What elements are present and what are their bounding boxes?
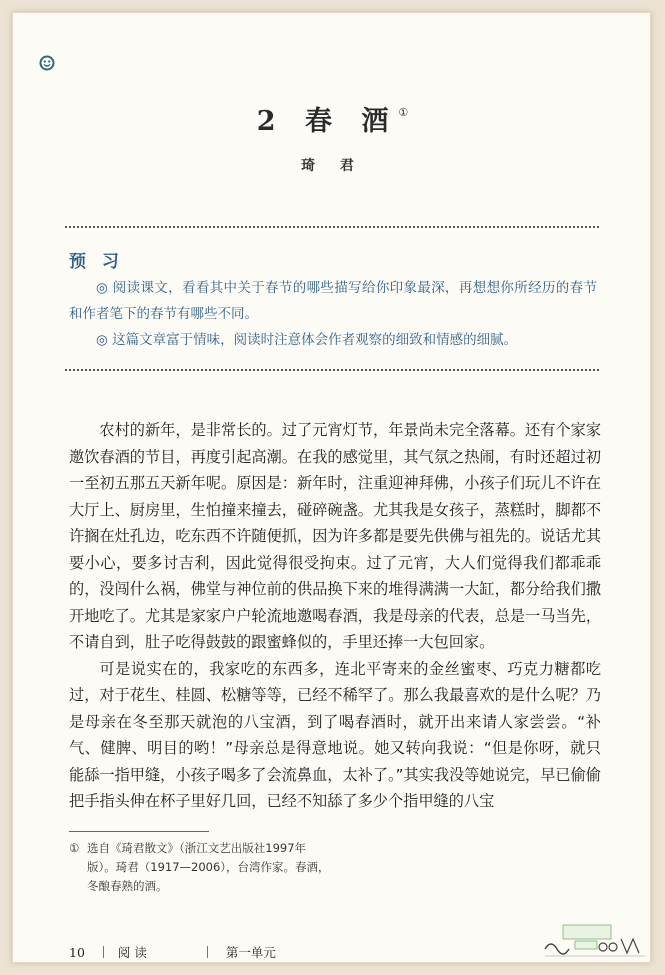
footnote-mark: ① xyxy=(69,841,80,855)
dotted-divider-top xyxy=(65,226,599,228)
textbook-page xyxy=(12,12,651,963)
lesson-number: 2 xyxy=(256,106,286,137)
body-paragraph: 农村的新年，是非常长的。过了元宵灯节，年景尚未完全落幕。还有个家家邀饮春酒的节目，再度引起高潮。在我的感觉里，其气氛之热闹，有时还超过初一至初五那五天新年呢。原因是：新年时，注重迎神拜佛，小孩子们玩儿不许在大厅上、厨房里，生怕撞来撞去，碰碎碗盏。尤其我是女孩子，蒸糕时，脚都不许搁在灶孔边，吃东西不许随便抓，因为许多都是要先供佛与祖先的。说话尤其要小心，要多讨吉利，因此觉得很受拘束。过了元宵，大人们觉得我们都乖乖的，没闯什么祸，佛堂与神位前的供品换下来的堆得满满一大缸，都分给我们撒开地吃了。尤其是家家户户轮流地邀喝春酒，我是母亲的代表，总是一马当先，不请自到，肚子吃得鼓鼓的跟蜜蜂似的，手里还捧一大包回家。 xyxy=(69,421,601,651)
smiley-icon xyxy=(39,55,55,71)
footnote-rule xyxy=(69,831,209,832)
preview-item: ◎ 阅读课文，看看其中关于春节的哪些描写给你印象最深，再想想你所经历的春节和作者笔下的春节有哪些不同。 xyxy=(69,280,597,322)
footer-separator xyxy=(103,946,104,958)
footer-section: 阅 读 xyxy=(117,945,147,960)
footnote xyxy=(69,839,369,896)
page-number: 10 xyxy=(69,945,85,960)
page-footer xyxy=(69,943,276,961)
footnote-line: 选自《琦君散文》（浙江文艺出版社1997年 xyxy=(87,841,307,855)
preview-item: ◎ 这篇文章富于情味，阅读时注意体会作者观察的细致和情感的细腻。 xyxy=(96,332,518,348)
article-body xyxy=(69,417,601,815)
preview-section xyxy=(69,275,597,353)
body-paragraph: 可是说实在的，我家吃的东西多，连北平寄来的金丝蜜枣、巧克力糖都吃过，对于花生、桂圆、松糖等等，已经不稀罕了。那么我最喜欢的是什么呢？乃是母亲在冬至那天就泡的八宝酒，到了喝春酒时，就开出来请人家尝尝。“补气、健脾、明目的哟！”母亲总是得意地说。她又转向我说：“但是你呀，就只能舔一指甲缝，小孩子喝多了会流鼻血，太补了。”其实我没等她说完，早已偷偷把手指头伸在杯子里好几回，已经不知舔了多少个指甲缝的八宝 xyxy=(69,659,601,810)
author-name: 琦 君 xyxy=(301,158,364,174)
lesson-title-text: 春 酒 xyxy=(304,106,399,137)
dotted-divider-bottom xyxy=(65,369,599,371)
preview-heading: 预 习 xyxy=(69,252,124,272)
footnote-line: 版）。琦君（1917—2006），台湾作家。春酒， xyxy=(87,860,330,874)
title-note-mark: ① xyxy=(398,106,409,119)
footer-unit: 第一单元 xyxy=(225,945,276,960)
watermark-logo xyxy=(541,923,651,961)
footnote-line: 冬酿春熟的酒。 xyxy=(87,879,168,893)
footer-separator xyxy=(207,946,208,958)
lesson-title xyxy=(13,99,652,138)
